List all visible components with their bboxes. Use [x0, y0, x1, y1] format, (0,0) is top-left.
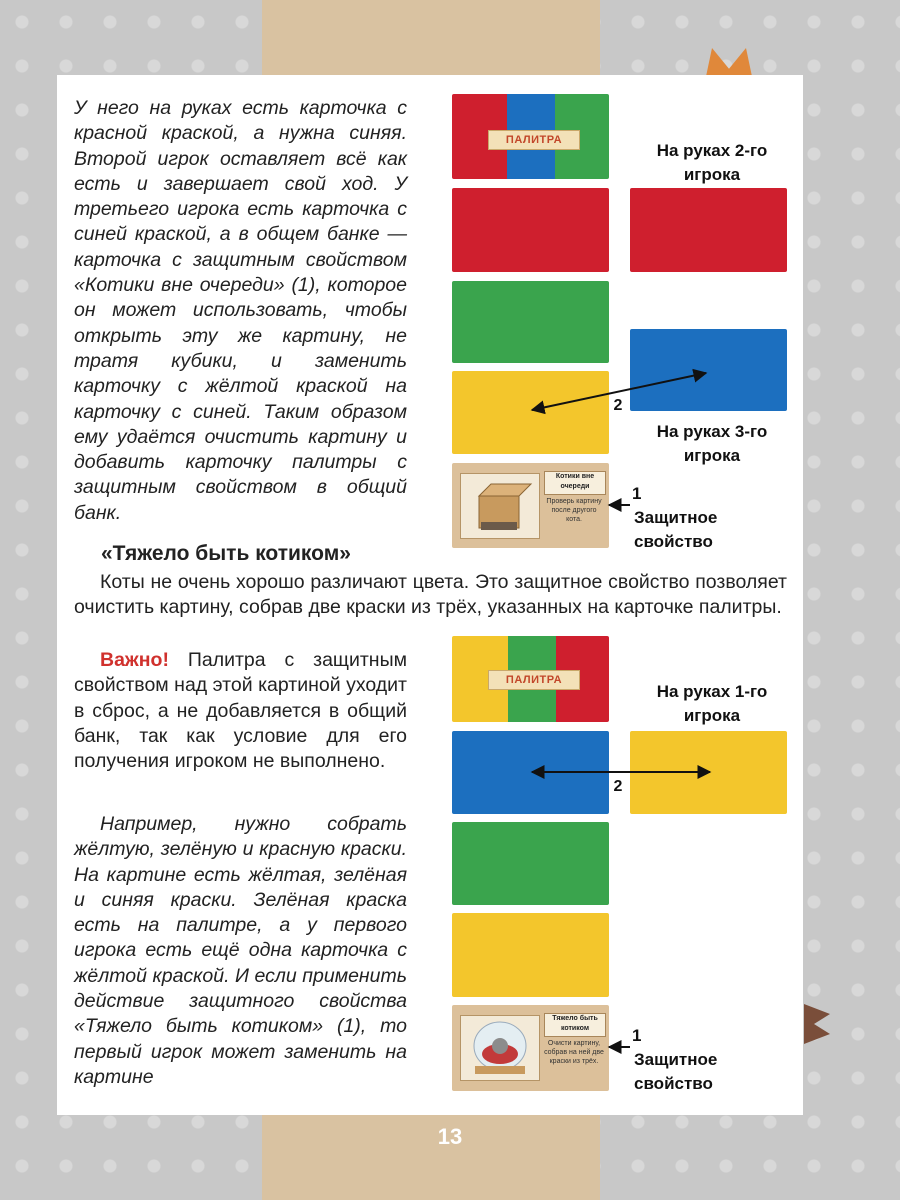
paragraph-1: У него на руках есть карточка с красной краской, а нужна синяя. Второй игрок оставляет всё как есть и завершает свой ход. У третьего игрока есть карточка с синей краской, а в общем банке — карточка с защитным свойством «Котики вне очереди» (1), которое он может использовать, чтобы открыть эту же картину, не тратя кубики, и заменить карточку с жёлтой краской на карточку с синей. Таким образом ему удаётся очистить картину и добавить карточку палитры с защитным свойством в общий банк. — [74, 97, 407, 524]
hand-2-label: На руках 2-го игрока — [656, 141, 768, 184]
palette-banner: ПАЛИТРА — [488, 130, 580, 150]
paragraph-2: Коты не очень хорошо различают цвета. Это защитное свойство позволяет очистить картину, собрав две краски из трёх, указанных на карточке палитры. — [74, 571, 787, 619]
important-text: Палитра с защитным свойством над этой картиной уходит в сброс, а не добавляется в общий банк, так как условие для его получения игроком не выполнено. — [74, 649, 407, 773]
defense-label: Защитное свойство — [634, 508, 718, 551]
paragraph-3: Например, нужно собрать жёлтую, зелёную и красную краски. На картине есть жёлтая, зелёная и синяя краски. Зелёная краска есть на палитре, а у первого игрока есть ещё одна карточка с жёлтой краской. И если применить действие защитного свойства «Тяжело быть котиком» (1), то первый игрок может заменить на картине — [74, 813, 407, 1088]
swap-number: 2 — [613, 397, 623, 414]
page-number: 13 — [437, 1124, 463, 1149]
defense-number: 1 — [632, 484, 642, 503]
palette-banner: ПАЛИТРА — [488, 670, 580, 690]
hand-1-label: На руках 1-го игрока — [656, 682, 768, 725]
defense-number: 1 — [632, 1026, 642, 1045]
defense-card-title: Тяжело быть котиком — [544, 1013, 606, 1037]
defense-card-text: Очисти картину, собрав на ней две краски из трёх. — [544, 1040, 604, 1065]
section-heading: «Тяжело быть котиком» — [101, 542, 351, 565]
defense-label: Защитное свойство — [634, 1050, 718, 1093]
important-label: Важно! — [100, 649, 169, 671]
defense-card-title: Котики вне очереди — [544, 471, 606, 495]
defense-card-text: Проверь картину после другого кота. — [546, 498, 602, 523]
hand-3-label: На руках 3-го игрока — [656, 422, 768, 465]
swap-arrow — [532, 373, 706, 410]
swap-number: 2 — [613, 778, 623, 795]
